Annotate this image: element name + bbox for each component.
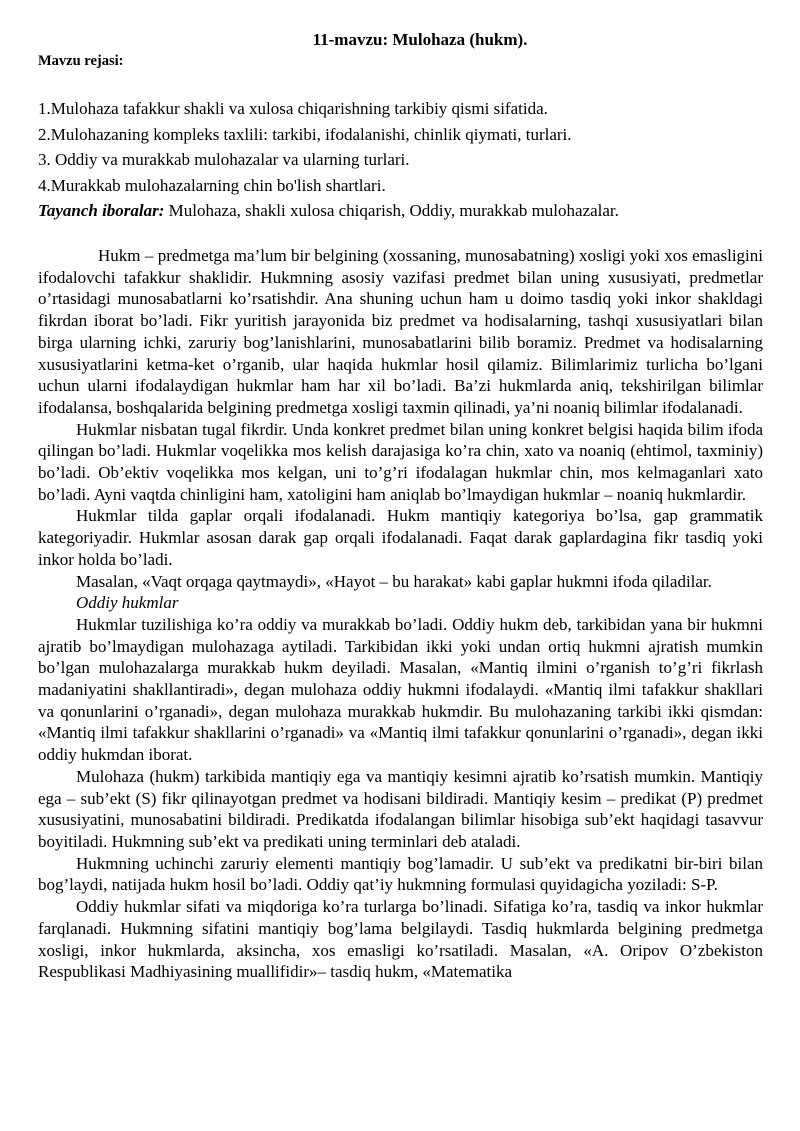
paragraph: Hukmning uchinchi zaruriy elementi mantiqiy bog’lamadir. U sub’ekt va predikatni bir-biri bilan bog’laydi, natijada hukm hosil bo’ladi. Oddiy qat’iy hukmning formulasi quyidagicha yoziladi: S-P. — [38, 853, 763, 895]
paragraph: Oddiy hukmlar sifati va miqdoriga ko’ra turlarga bo’linadi. Sifatiga ko’ra, tasdiq va inkor hukmlar farqlanadi. Hukmning sifatini mantiqiy bog’lama belgilaydi. Tasdiq hukmlarda belgining predmetga xosligi, inkor hukmlarda, aksincha, xos emasligi ko’rsatiladi. Masalan, «A. Oripov O’zbekiston Respublikasi Madhiyasining muallifidir»– tasdiq hukm, «Matematika — [38, 897, 763, 982]
page-title: 11-mavzu: Mulohaza (hukm). — [312, 30, 528, 49]
paragraph: Mulohaza (hukm) tarkibida mantiqiy ega va mantiqiy kesimni ajratib ko’rsatish mumkin. Mantiqiy ega – sub’ekt (S) fikr qilinayotgan predmet va hodisani bildiradi. Mantiqiy kesim – predikat (P) predmet xususiyatini, munosabatini bildiradi. Predikatda ifodalangan bilimlar hisobiga sub’ekt haqidagi tasavvur boyitiladi. Hukmning sub’ekt va predikati uning terminlari deb ataladi. — [38, 766, 763, 851]
paragraph: Hukmlar nisbatan tugal fikrdir. Unda konkret predmet bilan uning konkret belgisi haqida bilim ifoda qilingan bo’ladi. Hukmlar voqelikka mos kelish darajasiga ko’ra chin, xato va noaniq (ehtimol, taxminiy) bo’ladi. Ob’ektiv voqelikka mos kelgan, uni to’g’ri ifodalagan hukmlar chin, mos kelmaganlari xato bo’ladi. Ayni vaqtda chinligini ham, xatoligini ham aniqlab bo’lmaydigan hukmlar – noaniq hukmlardir. — [38, 419, 763, 504]
paragraph: Hukmlar tuzilishiga ko’ra oddiy va murakkab bo’ladi. Oddiy hukm deb, tarkibidan yana bir hukmni ajratib bo’lmaydigan mulohazaga aytiladi. Tarkibidan ikki yoki undan ortiq hukmni ajratish mumkin bo’lgan mulohazalarga murakkab hukm deyiladi. Masalan, «Mantiq ilmini o’rganish to’g’ri fikrlash madaniyatini shakllantiradi», degan mulohaza oddiy hukmni ifodalaydi. «Mantiq ilmi tafakkur shakllari va qonunlarini o’rganadi», degan mulohaza murakkab hukmdir. Bu mulohazaning tarkibi ikki qismdan: «Mantiq ilmi tafakkur shakllarini o’rganadi» va «Mantiq ilmi tafakkur qonunlarini o’rganadi», degan ikki oddiy hukmdan iborat. — [38, 614, 763, 765]
keywords-line — [38, 198, 768, 224]
keywords-label: Tayanch iboralar: — [38, 201, 165, 220]
plan-item: 3. Oddiy va murakkab mulohazalar va ularning turlari. — [38, 150, 410, 169]
paragraph: Hukm – predmetga ma’lum bir belgining (xossaning, munosabatning) xosligi yoki xos emasligini ifodalovchi tafakkur shaklidir. Hukmning asosiy vazifasi predmet bilan uning xususiyati, predmetlar o’rtasidagi munosabatlarni ko’rsatishdir. Ana shuning uchun ham u doimo tasdiq yoki inkor shakldagi fikrdan iborat bo’ladi. Fikr yuritish jarayonida biz predmet va hodisalarning, tashqi xususiyatlari bilan birga ularning ichki, zaruriy bog’lanishlarini, munosabatlarini bilib boramiz. Predmet va hodisalarning xususiyatlarini ketma-ket o’rganib, ular haqida hukmlar hosil qilamiz. Bilimlarimiz turlicha bo’lgani uchun ularni ifodalaydigan hukmlar ham har xil bo’ladi. Ba’zi hukmlarda aniq, tekshirilgan bilimlar ifodalansa, boshqalarida belgining predmetga xosligi taxmin qilinadi, ya’ni noaniq bilimlar ifodalanadi. — [38, 246, 763, 417]
keywords-text: Mulohaza, shakli xulosa chiqarish, Oddiy, murakkab mulohazalar. — [164, 201, 619, 220]
plan-label: Mavzu rejasi: — [38, 53, 124, 69]
paragraph: Masalan, «Vaqt orqaga qaytmaydi», «Hayot – bu harakat» kabi gaplar hukmni ifoda qiladilar. — [76, 571, 712, 591]
subheading: Oddiy hukmlar — [76, 593, 179, 613]
plan-list — [38, 96, 768, 224]
body-text — [38, 245, 763, 983]
plan-item: 4.Murakkab mulohazalarning chin bo'lish shartlari. — [38, 175, 386, 195]
paragraph: Hukmlar tilda gaplar orqali ifodalanadi. Hukm mantiqiy kategoriya bo’lsa, gap grammatik kategoriyadir. Hukmlar asosan darak gap orqali ifodalanadi. Faqat darak gaplardagina fikr tasdiq yoki inkor holda bo’ladi. — [38, 506, 763, 569]
plan-item: 2.Mulohazaning kompleks taxlili: tarkibi, ifodalanishi, chinlik qiymati, turlari. — [38, 124, 572, 144]
plan-item: 1.Mulohaza tafakkur shakli va xulosa chiqarishning tarkibiy qismi sifatida. — [38, 99, 548, 118]
